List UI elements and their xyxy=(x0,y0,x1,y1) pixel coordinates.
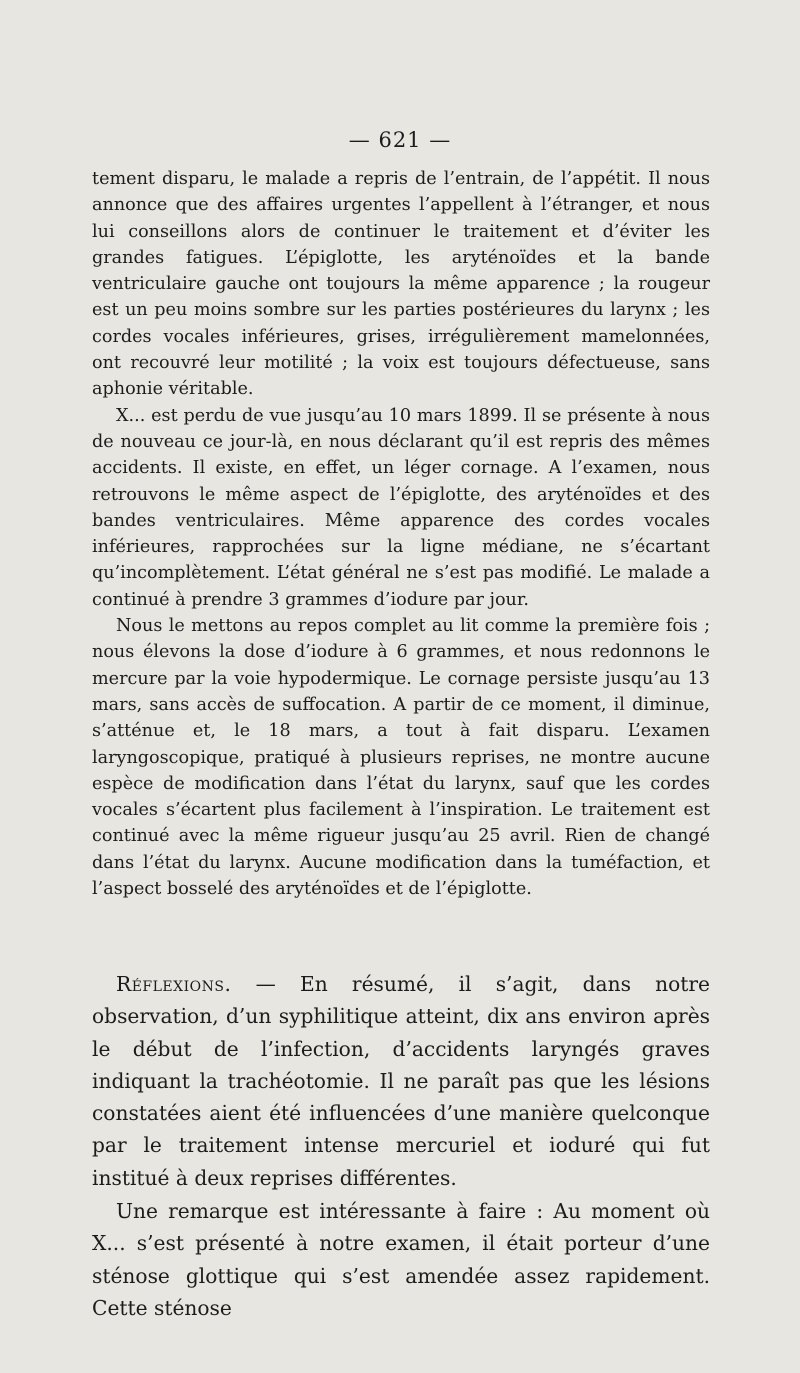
observation-paragraph-2: X... est perdu de vue jusqu’au 10 mars 1899. Il se présente à nous de nouveau ce jour-là, en nous déclarant qu’il est repris des mêmes accidents. Il existe, en effet, un léger cornage. A l’examen, nous retrouvons le même aspect de l’épiglotte, des aryténoïdes et des bandes ventriculaires. Même apparence des cordes vocales inférieures, rapprochées sur la ligne médiane, ne s’écartant qu’incomplètement. L’état général ne s’est pas modifié. Le malade a continué à prendre 3 grammes d’iodure par jour. xyxy=(92,405,710,610)
heading-dash: — xyxy=(231,972,300,996)
observation-paragraph-3: Nous le mettons au repos complet au lit comme la première fois ; nous élevons la dose d’iodure à 6 grammes, et nous redonnons le mercure par la voie hypodermique. Le cornage persiste jusqu’au 13 mars, sans accès de suffocation. A partir de ce moment, il diminue, s’atténue et, le 18 mars, a tout à fait disparu. L’examen laryngoscopique, pratiqué à plusieurs reprises, ne montre aucune espèce de modification dans l’état du larynx, sauf que les cordes vocales s’écartent plus facilement à l’inspiration. Le traitement est continué avec la même rigueur jusqu’au 25 avril. Rien de changé dans l’état du larynx. Aucune modification dans la tuméfaction, et l’aspect bosselé des aryténoïdes et de l’épiglotte. xyxy=(92,616,710,900)
reflexions-section xyxy=(92,968,710,1324)
page-number: — 621 — xyxy=(348,128,452,152)
reflexions-paragraph-1-text: En résumé, il s’agit, dans notre observation, d’un syphilitique atteint, dix ans environ après le début de l’infection, d’accidents laryngés graves indiquant la trachéotomie. Il ne paraît pas que les lésions constatées aient été influencées d’une manière quelconque par le traitement intense mercuriel et ioduré qui fut institué à deux reprises différentes. xyxy=(92,972,710,1190)
section-heading: Réflexions. xyxy=(116,972,232,996)
reflexions-paragraph-1 xyxy=(92,968,710,1194)
observation-paragraph-1: tement disparu, le malade a repris de l’entrain, de l’appétit. Il nous annonce que des affaires urgentes l’appellent à l’étranger, et nous lui conseillons alors de continuer le traitement et d’éviter les grandes fatigues. L’épiglotte, les aryténoïdes et la bande ventriculaire gauche ont toujours la même apparence ; la rougeur est un peu moins sombre sur les parties postérieures du larynx ; les cordes vocales inférieures, grises, irrégulièrement mamelonnées, ont recouvré leur motilité ; la voix est toujours défectueuse, sans aphonie véritable. xyxy=(92,169,710,400)
observation-text xyxy=(92,166,710,902)
reflexions-paragraph-2: Une remarque est intéressante à faire : Au moment où X... s’est présenté à notre examen, il était porteur d’une sténose glottique qui s’est amendée assez rapidement. Cette sténose xyxy=(92,1199,710,1320)
